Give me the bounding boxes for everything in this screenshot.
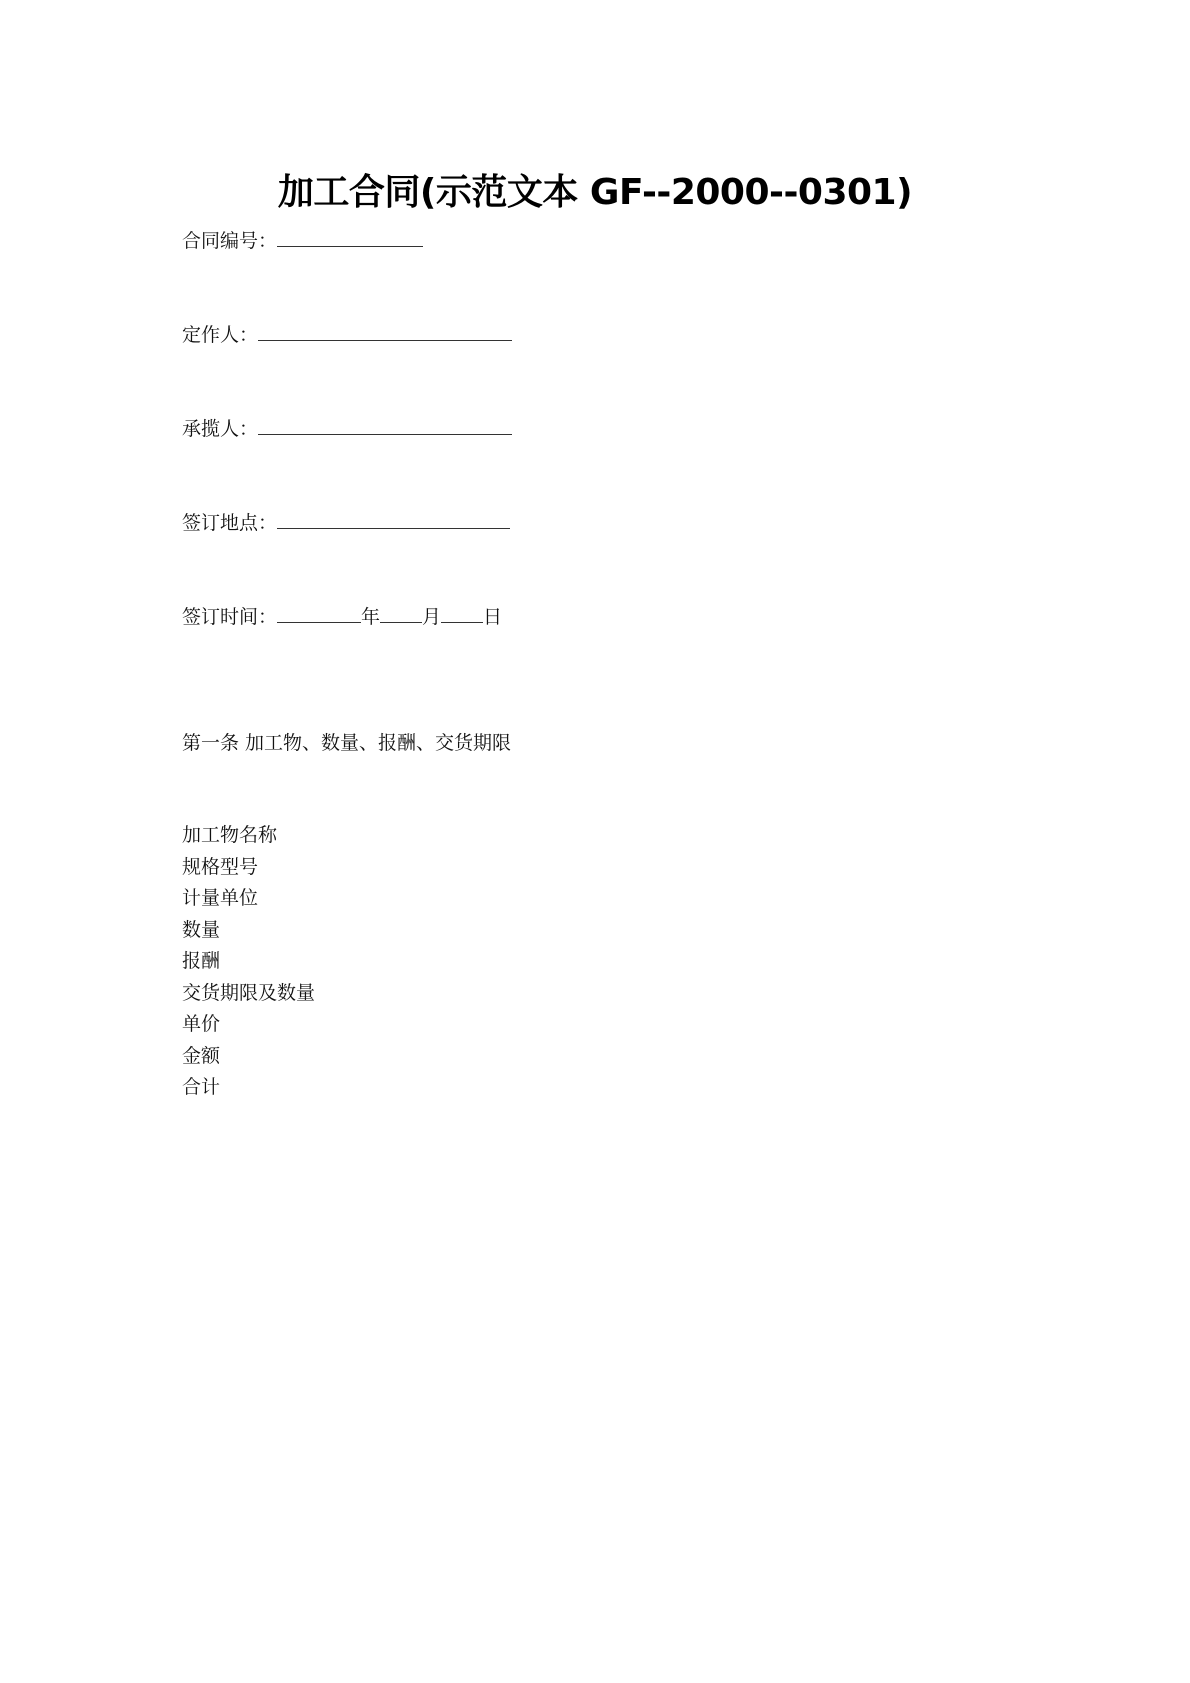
sign-place-blank (277, 510, 510, 529)
list-item: 计量单位 (182, 887, 259, 909)
orderer-label: 定作人： (182, 324, 259, 346)
month-label: 月 (422, 606, 442, 628)
list-item: 交货期限及数量 (182, 981, 316, 1004)
day-blank (441, 604, 483, 623)
month-blank (380, 604, 422, 623)
orderer-blank (258, 322, 512, 341)
list-item: 规格型号 (182, 855, 259, 878)
list-item: 报酬 (182, 950, 221, 972)
day-label: 日 (483, 606, 503, 628)
sign-time-row (182, 602, 502, 629)
list-item: 加工物名称 (182, 824, 278, 846)
contract-number-blank (277, 228, 423, 247)
contractor-row (182, 414, 512, 441)
document-title: 加工合同(示范文本 GF--2000--0301) (277, 172, 913, 213)
list-item: 数量 (182, 918, 221, 941)
list-item: 合计 (182, 1076, 221, 1098)
contractor-blank (258, 416, 512, 435)
sign-place-label: 签订地点： (182, 512, 278, 534)
orderer-row (182, 320, 512, 347)
list-item: 金额 (182, 1044, 221, 1067)
contract-number-label: 合同编号： (182, 230, 278, 252)
sign-time-label: 签订时间： (182, 606, 278, 628)
year-blank (277, 604, 361, 623)
list-item: 单价 (182, 1013, 221, 1035)
article1-heading: 第一条 加工物、数量、报酬、交货期限 (182, 732, 512, 754)
contract-number-row (182, 226, 423, 253)
article1-item-list (182, 820, 315, 1104)
contractor-label: 承揽人： (182, 418, 259, 440)
sign-place-row (182, 508, 510, 535)
year-label: 年 (361, 606, 381, 628)
